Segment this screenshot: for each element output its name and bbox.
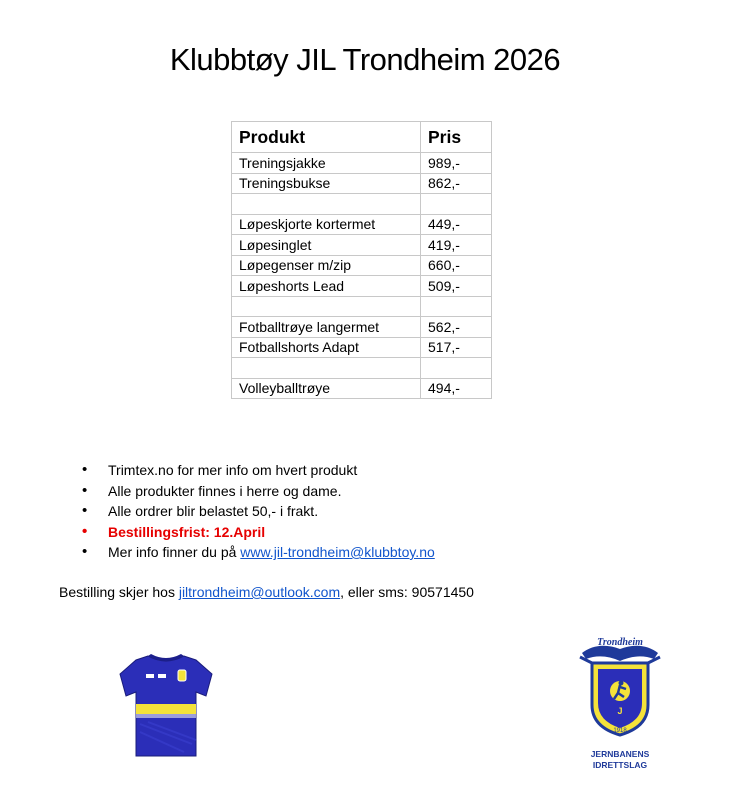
price-cell: 419,-: [421, 235, 492, 256]
price-cell: 862,-: [421, 173, 492, 194]
column-header-product: Produkt: [232, 122, 421, 153]
product-cell: Løpesinglet: [232, 235, 421, 256]
price-cell: 494,-: [421, 378, 492, 399]
product-cell: Løpegenser m/zip: [232, 255, 421, 276]
club-crest-icon: [578, 635, 662, 740]
table-row: [232, 255, 492, 276]
product-cell: Løpeshorts Lead: [232, 276, 421, 297]
info-bullet-list: [80, 460, 435, 563]
logo-year: 1918: [613, 728, 627, 734]
product-cell: Fotballshorts Adapt: [232, 337, 421, 358]
info-prefix: Mer info finner du på: [108, 544, 241, 560]
order-email-link[interactable]: jiltrondheim@outlook.com: [178, 584, 341, 600]
table-row: [232, 235, 492, 256]
logo-letters: J: [617, 706, 623, 716]
product-cell: Treningsjakke: [232, 153, 421, 174]
list-item: [80, 542, 435, 563]
price-cell: [421, 194, 492, 215]
table-row: [232, 214, 492, 235]
product-cell: [232, 194, 421, 215]
table-row-empty: [232, 296, 492, 317]
order-prefix: Bestilling skjer hos: [59, 584, 179, 600]
table-row: [232, 378, 492, 399]
page-title: Klubbtøy JIL Trondheim 2026: [169, 42, 561, 77]
column-header-price: Pris: [421, 122, 492, 153]
jersey-image: [118, 652, 213, 762]
product-cell: Løpeskjorte kortermet: [232, 214, 421, 235]
product-cell: [232, 296, 421, 317]
table-row: [232, 317, 492, 338]
price-cell: 509,-: [421, 276, 492, 297]
order-instructions: [59, 584, 474, 600]
order-suffix: , eller sms: 90571450: [340, 584, 474, 600]
table-row-empty: [232, 194, 492, 215]
list-item: • Alle produkter finnes i herre og dame.: [80, 481, 435, 502]
logo-name-line2: IDRETTSLAG: [592, 760, 648, 770]
price-cell: 660,-: [421, 255, 492, 276]
product-cell: Treningsbukse: [232, 173, 421, 194]
table-header-row: [232, 122, 492, 153]
price-cell: 562,-: [421, 317, 492, 338]
order-deadline: • Bestillingsfrist: 12.April: [80, 522, 435, 543]
shop-link[interactable]: www.jil-trondheim@klubbtoy.no: [240, 544, 435, 560]
price-table: [231, 121, 492, 399]
product-cell: Volleyballtrøye: [232, 378, 421, 399]
table-row: [232, 173, 492, 194]
logo-top-text: Trondheim: [597, 637, 643, 648]
table-row: [232, 276, 492, 297]
table-row: [232, 337, 492, 358]
price-cell: [421, 358, 492, 379]
price-cell: 449,-: [421, 214, 492, 235]
table-row-empty: [232, 358, 492, 379]
price-cell: 517,-: [421, 337, 492, 358]
product-cell: Fotballtrøye langermet: [232, 317, 421, 338]
list-item: • Alle ordrer blir belastet 50,- i frakt.: [80, 501, 435, 522]
club-logo: [578, 635, 662, 775]
table-row: [232, 153, 492, 174]
price-cell: 989,-: [421, 153, 492, 174]
product-cell: [232, 358, 421, 379]
list-item: • Trimtex.no for mer info om hvert produkt: [80, 460, 435, 481]
logo-name-line1: JERNBANENS: [590, 749, 650, 759]
price-cell: [421, 296, 492, 317]
